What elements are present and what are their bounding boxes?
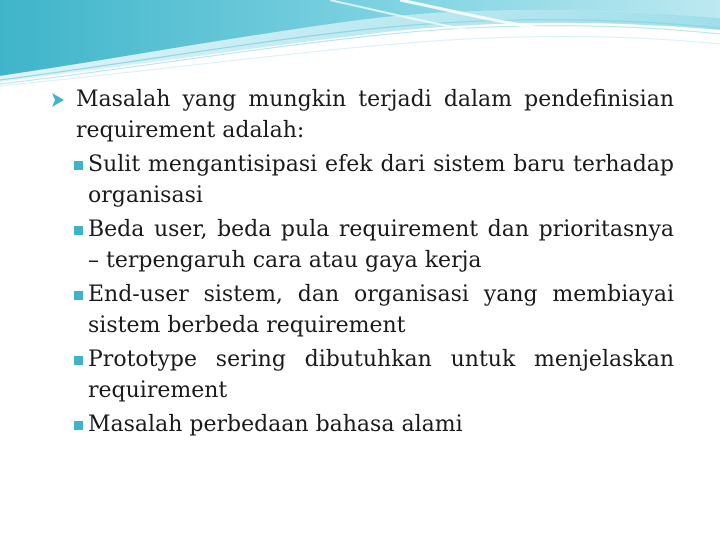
sub-bullet-text: End-user sistem, dan organisasi yang membiayai sistem berbeda requirement	[88, 282, 674, 338]
header-wave-decoration	[0, 0, 720, 90]
sub-bullet-text: Beda user, beda pula requirement dan prioritasnya – terpengaruh cara atau gaya kerja	[88, 217, 674, 273]
main-bullet-item	[50, 84, 674, 146]
sub-bullet-item	[50, 150, 674, 211]
sub-bullet-item	[50, 345, 674, 406]
sub-bullet-text: Prototype sering dibutuhkan untuk menjelaskan requirement	[88, 347, 674, 403]
sub-bullet-list	[50, 150, 674, 441]
sub-bullet-item	[50, 410, 674, 441]
sub-bullet-text: Masalah perbedaan bahasa alami	[88, 412, 463, 437]
square-bullet-icon	[74, 226, 83, 235]
sub-bullet-item	[50, 215, 674, 276]
square-bullet-icon	[74, 356, 83, 365]
sub-bullet-text: Sulit mengantisipasi efek dari sistem baru terhadap organisasi	[88, 152, 674, 208]
arrow-right-bullet-icon	[50, 92, 66, 108]
main-bullet-text: Masalah yang mungkin terjadi dalam pendefinisian requirement adalah:	[76, 87, 674, 143]
square-bullet-icon	[74, 291, 83, 300]
sub-bullet-item	[50, 280, 674, 341]
square-bullet-icon	[74, 421, 83, 430]
square-bullet-icon	[74, 161, 83, 170]
slide-content	[50, 84, 674, 441]
